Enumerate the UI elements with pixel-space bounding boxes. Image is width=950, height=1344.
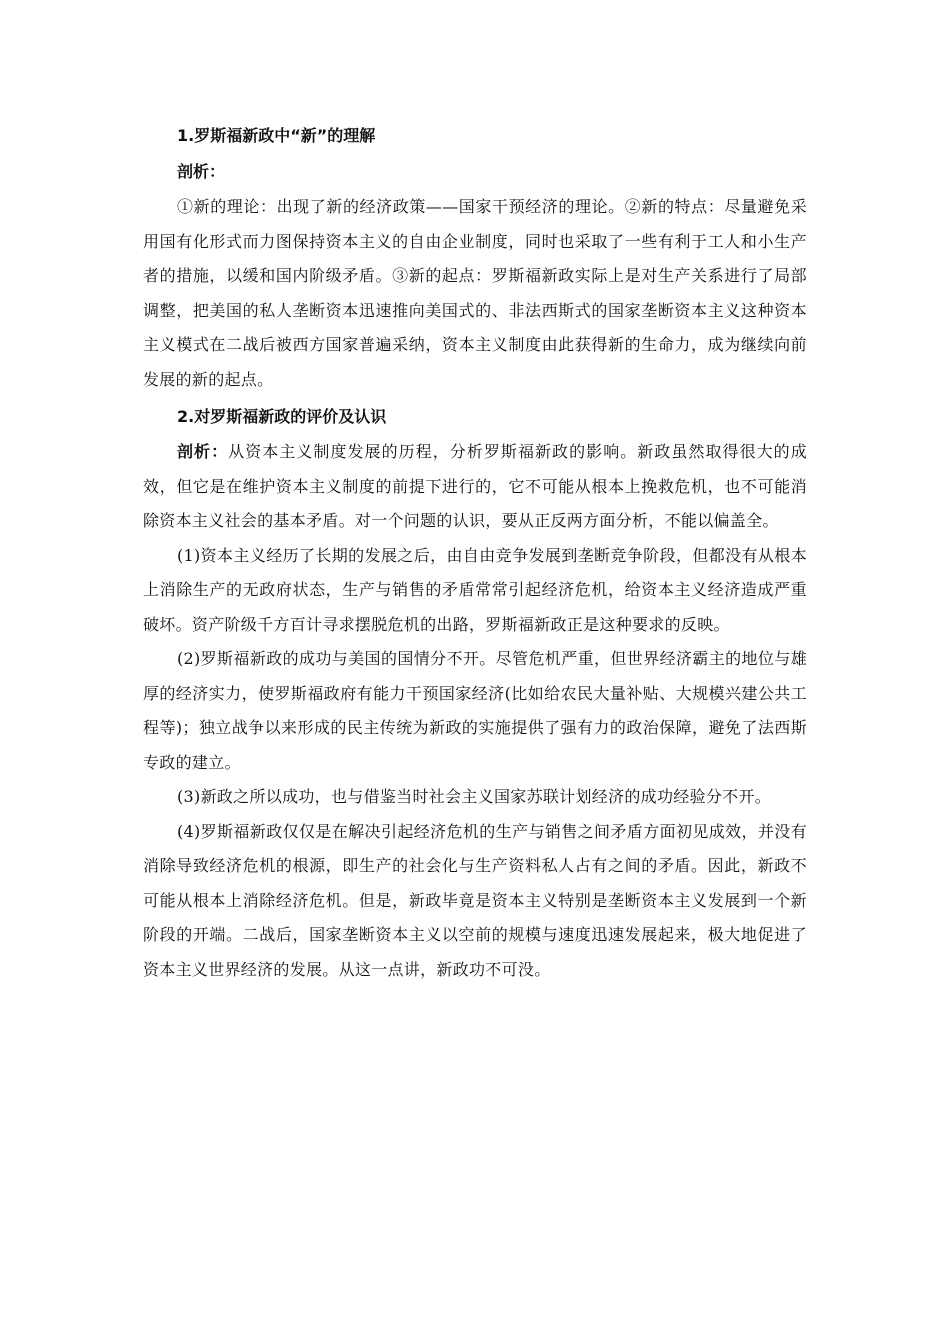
section-2-analysis xyxy=(143,435,807,539)
section-1-analysis-label: 剖析： xyxy=(177,162,226,181)
point-3: (3)新政之所以成功，也与借鉴当时社会主义国家苏联计划经济的成功经验分不开。 xyxy=(177,787,772,806)
section-2-heading: 2.对罗斯福新政的评价及认识 xyxy=(177,407,387,426)
section-2-analysis-label: 剖析： xyxy=(177,442,229,461)
point-2: (2)罗斯福新政的成功与美国的国情分不开。尽管危机严重，但世界经济霸主的地位与雄厚的经济实力，使罗斯福政府有能力干预国家经济(比如给农民大量补贴、大规模兴建公共工程等)；独立战争以来形成的民主传统为新政的实施提供了强有力的政治保障，避免了法西斯专政的建立。 xyxy=(143,649,807,772)
section-1-heading: 1.罗斯福新政中“新”的理解 xyxy=(177,126,376,145)
document-body xyxy=(143,118,807,987)
section-2-analysis-text: 从资本主义制度发展的历程，分析罗斯福新政的影响。新政虽然取得很大的成效，但它是在维护资本主义制度的前提下进行的，它不可能从根本上挽救危机，也不可能消除资本主义社会的基本矛盾。对一个问题的认识，要从正反两方面分析，不能以偏盖全。 xyxy=(143,442,808,530)
point-4: (4)罗斯福新政仅仅是在解决引起经济危机的生产与销售之间矛盾方面初见成效，并没有消除导致经济危机的根源，即生产的社会化与生产资料私人占有之间的矛盾。因此，新政不可能从根本上消除经济危机。但是，新政毕竟是资本主义特别是垄断资本主义发展到一个新阶段的开端。二战后，国家垄断资本主义以空前的规模与速度迅速发展起来，极大地促进了资本主义世界经济的发展。从这一点讲，新政功不可没。 xyxy=(143,821,807,979)
point-1: (1)资本主义经历了长期的发展之后，由自由竞争发展到垄断竞争阶段，但都没有从根本上消除生产的无政府状态，生产与销售的矛盾常常引起经济危机，给资本主义经济造成严重破坏。资产阶级千方百计寻求摆脱危机的出路，罗斯福新政正是这种要求的反映。 xyxy=(143,545,807,634)
section-1-paragraph: ①新的理论：出现了新的经济政策——国家干预经济的理论。②新的特点：尽量避免采用国有化形式而力图保持资本主义的自由企业制度，同时也采取了一些有利于工人和小生产者的措施，以缓和国内阶级矛盾。③新的起点：罗斯福新政实际上是对生产关系进行了局部调整，把美国的私人垄断资本迅速推向美国式的、非法西斯式的国家垄断资本主义这种资本主义模式在二战后被西方国家普遍采纳，资本主义制度由此获得新的生命力，成为继续向前发展的新的起点。 xyxy=(143,197,807,389)
